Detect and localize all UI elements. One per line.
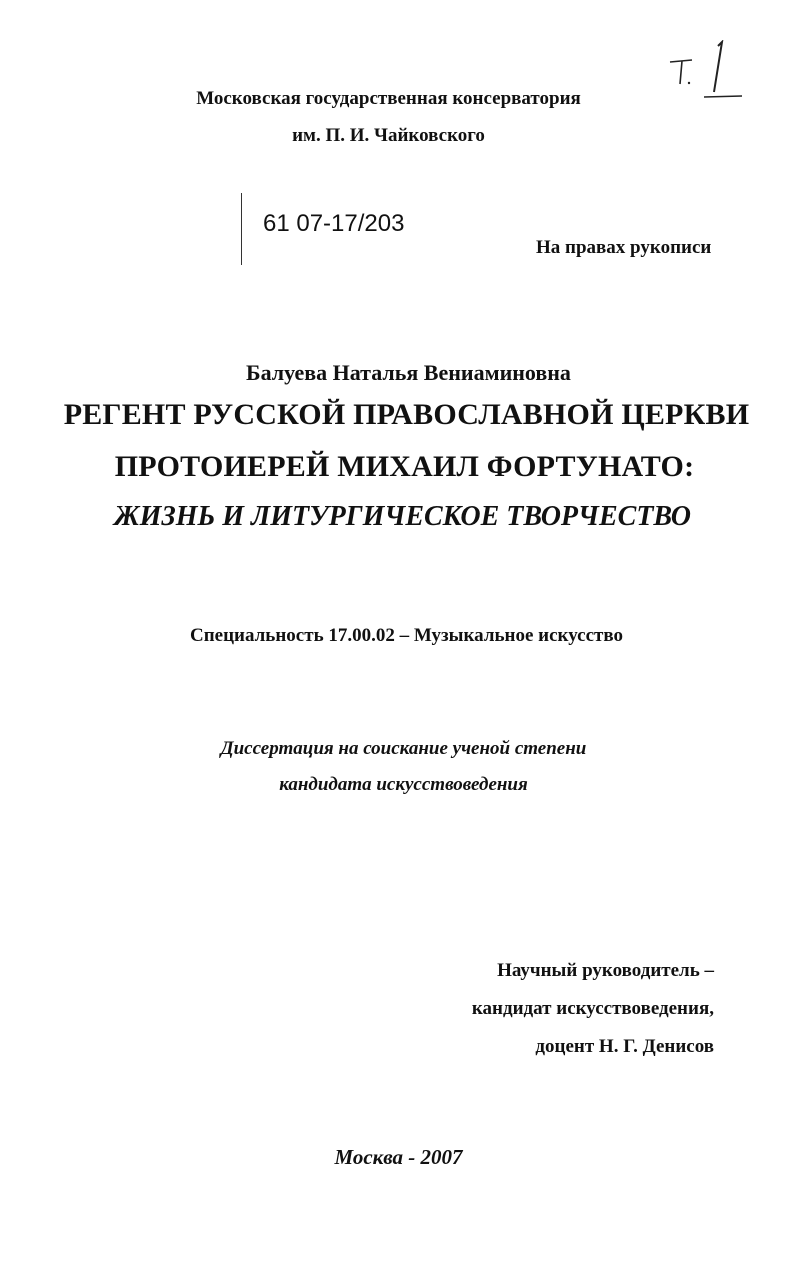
dissertation-line-2: кандидата искусствоведения [279, 774, 528, 795]
city-year: Москва - 2007 [334, 1145, 463, 1169]
institution-name: Московская государственная консерватория [196, 88, 581, 109]
specialty: Специальность 17.00.02 – Музыкальное искусство [189, 625, 623, 646]
dissertation-line-1: Диссертация на соискание ученой степени [220, 738, 587, 759]
title-line-1: РЕГЕНТ РУССКОЙ ПРАВОСЛАВНОЙ ЦЕРКВИ [63, 398, 750, 431]
supervisor-title: Научный руководитель – [497, 960, 714, 981]
supervisor-degree: кандидат искусствоведения, [471, 998, 714, 1019]
institution-name-line2: им. П. И. Чайковского [292, 125, 485, 146]
library-code: 61 07-17/203 [263, 210, 405, 237]
title-line-2: ПРОТОИЕРЕЙ МИХАИЛ ФОРТУНАТО: [114, 450, 695, 483]
title-line-3: ЖИЗНЬ И ЛИТУРГИЧЕСКОЕ ТВОРЧЕСТВО [113, 501, 692, 532]
manuscript-rights: На правах рукописи [536, 237, 712, 258]
author-name: Балуева Наталья Вениаминовна [246, 360, 571, 385]
code-vertical-rule [241, 193, 242, 265]
handwritten-volume-mark [662, 40, 752, 110]
supervisor-name: доцент Н. Г. Денисов [535, 1036, 714, 1057]
